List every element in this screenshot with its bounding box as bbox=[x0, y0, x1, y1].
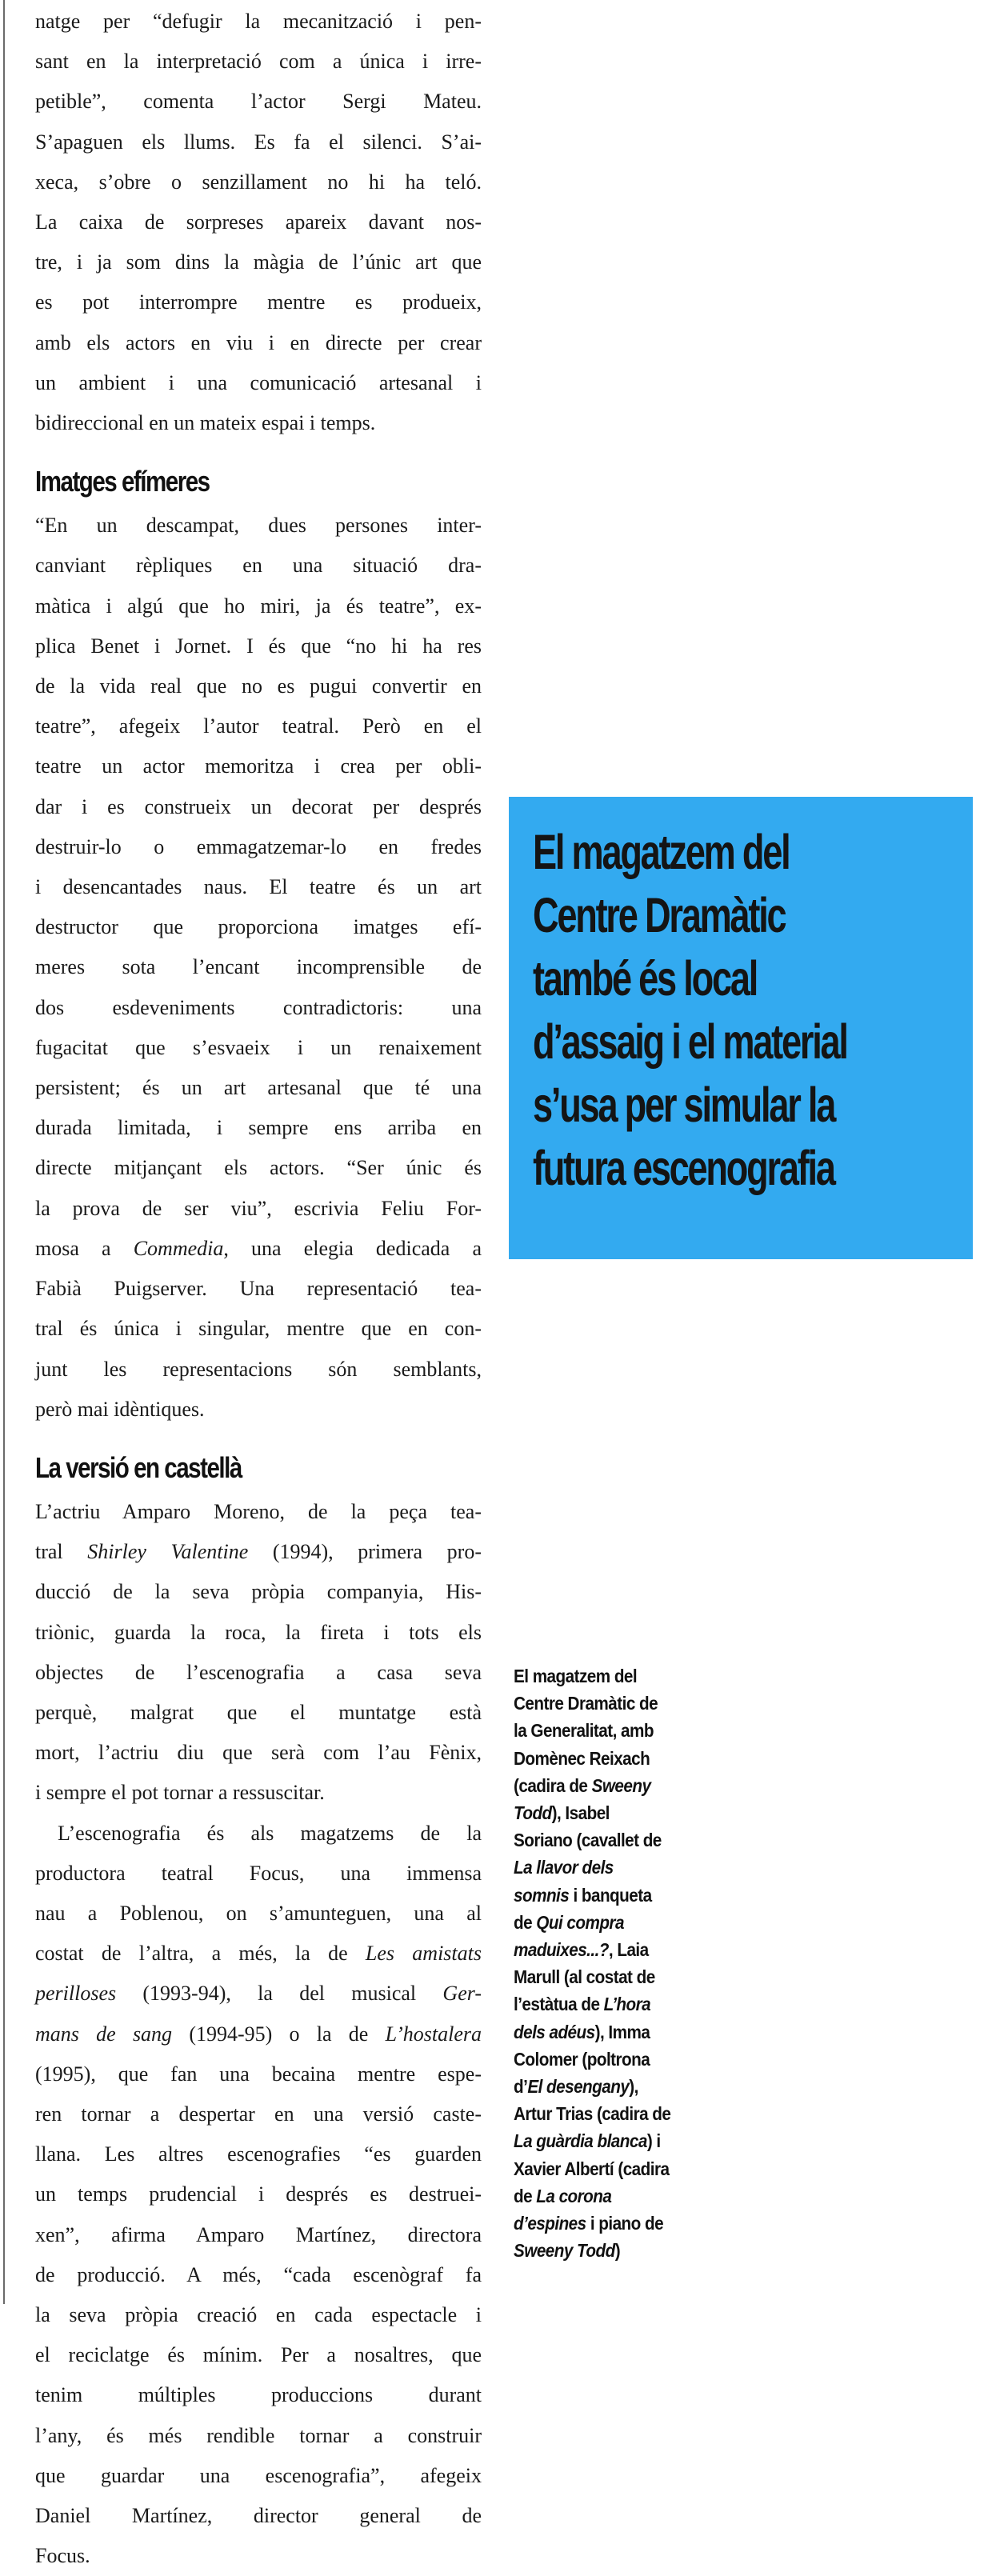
text-line: la prova de ser viu”, escrivia Feliu For- bbox=[35, 1196, 482, 1220]
caption-line: maduixes...?, Laia bbox=[514, 1939, 649, 1961]
caption-line: Sweeny Todd) bbox=[514, 2240, 621, 2262]
section-heading-versio: La versió en castellà bbox=[35, 1450, 242, 1484]
text-line: es pot interrompre mentre es produeix, bbox=[35, 290, 482, 314]
section2-paragraph-2 bbox=[35, 1814, 482, 2576]
text-line: perilloses (1993-94), la del musical Ger- bbox=[35, 1982, 482, 2006]
text-line: l’any, és més rendible tornar a construir bbox=[35, 2423, 482, 2447]
caption-line: Artur Trias (cadira de bbox=[514, 2103, 671, 2125]
text-line: persistent; és un art artesanal que té una bbox=[35, 1076, 482, 1100]
caption-line: La guàrdia blanca) i bbox=[514, 2130, 661, 2152]
section2-paragraph-1 bbox=[35, 1492, 482, 1814]
text-line: S’apaguen els llums. Es fa el silenci. S’ai- bbox=[35, 130, 482, 154]
text-line: mans de sang (1994-95) o la de L’hostalera bbox=[35, 2022, 482, 2046]
text-line: tral Shirley Valentine (1994), primera pro- bbox=[35, 1540, 482, 1564]
caption-line: la Generalitat, amb bbox=[514, 1720, 654, 1742]
article-column bbox=[35, 2, 482, 2576]
caption-line: (cadira de Sweeny bbox=[514, 1774, 651, 1796]
text-line: llana. Les altres escenografies “es guarden bbox=[35, 2142, 482, 2166]
text-line: Focus. bbox=[35, 2544, 90, 2568]
text-line: Fabià Puigserver. Una representació tea- bbox=[35, 1277, 482, 1301]
text-line: costat de l’altra, a més, la de Les amistats bbox=[35, 1942, 482, 1966]
column-rule bbox=[3, 0, 5, 2304]
section1-paragraph bbox=[35, 506, 482, 1430]
caption-line: d’espines i piano de bbox=[514, 2213, 664, 2234]
text-line: i sempre el pot tornar a ressuscitar. bbox=[35, 1781, 325, 1805]
text-line: xen”, afirma Amparo Martínez, directora bbox=[35, 2222, 482, 2246]
text-line: i desencantades naus. El teatre és un art bbox=[35, 875, 482, 899]
caption-line: l’estàtua de L’hora bbox=[514, 1994, 651, 2015]
text-line: plica Benet i Jornet. I és que “no hi ha res bbox=[35, 634, 482, 658]
text-line: petible”, comenta l’actor Sergi Mateu. bbox=[35, 90, 482, 114]
text-line: teatre”, afegeix l’autor teatral. Però en el bbox=[35, 714, 482, 738]
text-line: de la vida real que no es pugui convertir en bbox=[35, 674, 482, 698]
text-line: dos esdeveniments contradictoris: una bbox=[35, 995, 482, 1019]
text-line: L’actriu Amparo Moreno, de la peça tea- bbox=[35, 1499, 482, 1523]
text-line: ren tornar a despertar en una versió caste- bbox=[35, 2102, 482, 2126]
text-line: durada limitada, i sempre ens arriba en bbox=[35, 1116, 482, 1140]
caption-line: Domènec Reixach bbox=[514, 1747, 650, 1769]
caption-line: Soriano (cavallet de bbox=[514, 1830, 662, 1851]
caption-line: d’El desengany), bbox=[514, 2076, 638, 2098]
pull-quote-line: s’usa per simular la bbox=[533, 1078, 835, 1132]
text-line: nau a Poblenou, on s’amunteguen, una al bbox=[35, 1901, 482, 1925]
text-line: però mai idèntiques. bbox=[35, 1397, 205, 1421]
text-line: perquè, malgrat que el muntatge està bbox=[35, 1700, 482, 1724]
text-line: que guardar una escenografia”, afegeix bbox=[35, 2463, 482, 2487]
caption-line: somnis i banqueta bbox=[514, 1884, 652, 1906]
caption-line: dels adéus), Imma bbox=[514, 2021, 650, 2042]
pull-quote bbox=[509, 797, 973, 1259]
text-line: teatre un actor memoritza i crea per obli- bbox=[35, 754, 482, 778]
text-line: destruir-lo o emmagatzemar-lo en fredes bbox=[35, 834, 482, 858]
caption-line: La llavor dels bbox=[514, 1857, 614, 1878]
text-line: la seva pròpia creació en cada espectacle i bbox=[35, 2302, 482, 2326]
text-line: ducció de la seva pròpia companyia, His- bbox=[35, 1580, 482, 1604]
pull-quote-line: El magatzem del bbox=[533, 825, 790, 879]
text-line: meres sota l’encant incomprensible de bbox=[35, 955, 482, 979]
text-line: fugacitat que s’esvaeix i un renaixement bbox=[35, 1035, 482, 1059]
text-line: directe mitjançant els actors. “Ser únic és bbox=[35, 1156, 482, 1180]
caption-line: El magatzem del bbox=[514, 1666, 638, 1686]
text-line: mort, l’actriu diu que serà com l’au Fènix, bbox=[35, 1741, 482, 1765]
text-line: natge per “defugir la mecanització i pen- bbox=[35, 10, 482, 33]
text-line: junt les representacions són semblants, bbox=[35, 1357, 482, 1381]
text-line: màtica i algú que ho miri, ja és teatre”, ex- bbox=[35, 594, 482, 618]
pull-quote-line: també és local bbox=[533, 951, 758, 1006]
text-line: Daniel Martínez, director general de bbox=[35, 2503, 482, 2527]
pull-quote-line: futura escenografia bbox=[533, 1141, 834, 1195]
text-line: canviant rèpliques en una situació dra- bbox=[35, 554, 482, 578]
caption-line: de La corona bbox=[514, 2185, 612, 2206]
text-line: La caixa de sorpreses apareix davant nos- bbox=[35, 210, 482, 234]
caption-line: de Qui compra bbox=[514, 1911, 624, 1933]
text-line: destructor que proporciona imatges efí- bbox=[35, 915, 482, 939]
text-line: tral és única i singular, mentre que en con- bbox=[35, 1317, 482, 1341]
text-line: bidireccional en un mateix espai i temps. bbox=[35, 411, 376, 435]
text-line: tenim múltiples produccions durant bbox=[35, 2383, 482, 2407]
text-line: amb els actors en viu i en directe per crear bbox=[35, 330, 482, 354]
text-line: de producció. A més, “cada escenògraf fa bbox=[35, 2262, 482, 2286]
text-line: mosa a Commedia, una elegia dedicada a bbox=[35, 1236, 482, 1260]
intro-paragraph bbox=[35, 2, 482, 443]
text-line: productora teatral Focus, una immensa bbox=[35, 1861, 482, 1885]
text-line: triònic, guarda la roca, la fireta i tots els bbox=[35, 1620, 482, 1644]
pull-quote-line: Centre Dramàtic bbox=[533, 888, 786, 942]
caption-line: Marull (al costat de bbox=[514, 1966, 655, 1988]
pull-quote-line: d’assaig i el material bbox=[533, 1014, 847, 1069]
text-line: xeca, s’obre o senzillament no hi ha teló. bbox=[35, 170, 482, 194]
text-line: el reciclatge és mínim. Per a nosaltres, que bbox=[35, 2343, 482, 2367]
caption-line: Todd), Isabel bbox=[514, 1802, 610, 1824]
text-line: L’escenografia és als magatzems de la bbox=[58, 1821, 482, 1845]
photo-caption bbox=[514, 1662, 722, 2264]
text-line: tre, i ja som dins la màgia de l’únic art que bbox=[35, 250, 482, 274]
text-line: “En un descampat, dues persones inter- bbox=[35, 514, 482, 538]
text-line: un ambient i una comunicació artesanal i bbox=[35, 370, 482, 394]
caption-line: Xavier Albertí (cadira bbox=[514, 2158, 670, 2179]
text-line: (1995), que fan una becaina mentre espe- bbox=[35, 2062, 482, 2086]
pull-quote-text bbox=[533, 821, 858, 1200]
text-line: un temps prudencial i després es destruei- bbox=[35, 2182, 482, 2206]
text-line: objectes de l’escenografia a casa seva bbox=[35, 1660, 482, 1684]
caption-line: Centre Dramàtic de bbox=[514, 1693, 658, 1714]
caption-line: Colomer (poltrona bbox=[514, 2048, 650, 2070]
text-line: sant en la interpretació com a única i irre- bbox=[35, 50, 482, 74]
section-heading-imatges: Imatges efímeres bbox=[35, 465, 210, 498]
text-line: dar i es construeix un decorat per després bbox=[35, 794, 482, 818]
